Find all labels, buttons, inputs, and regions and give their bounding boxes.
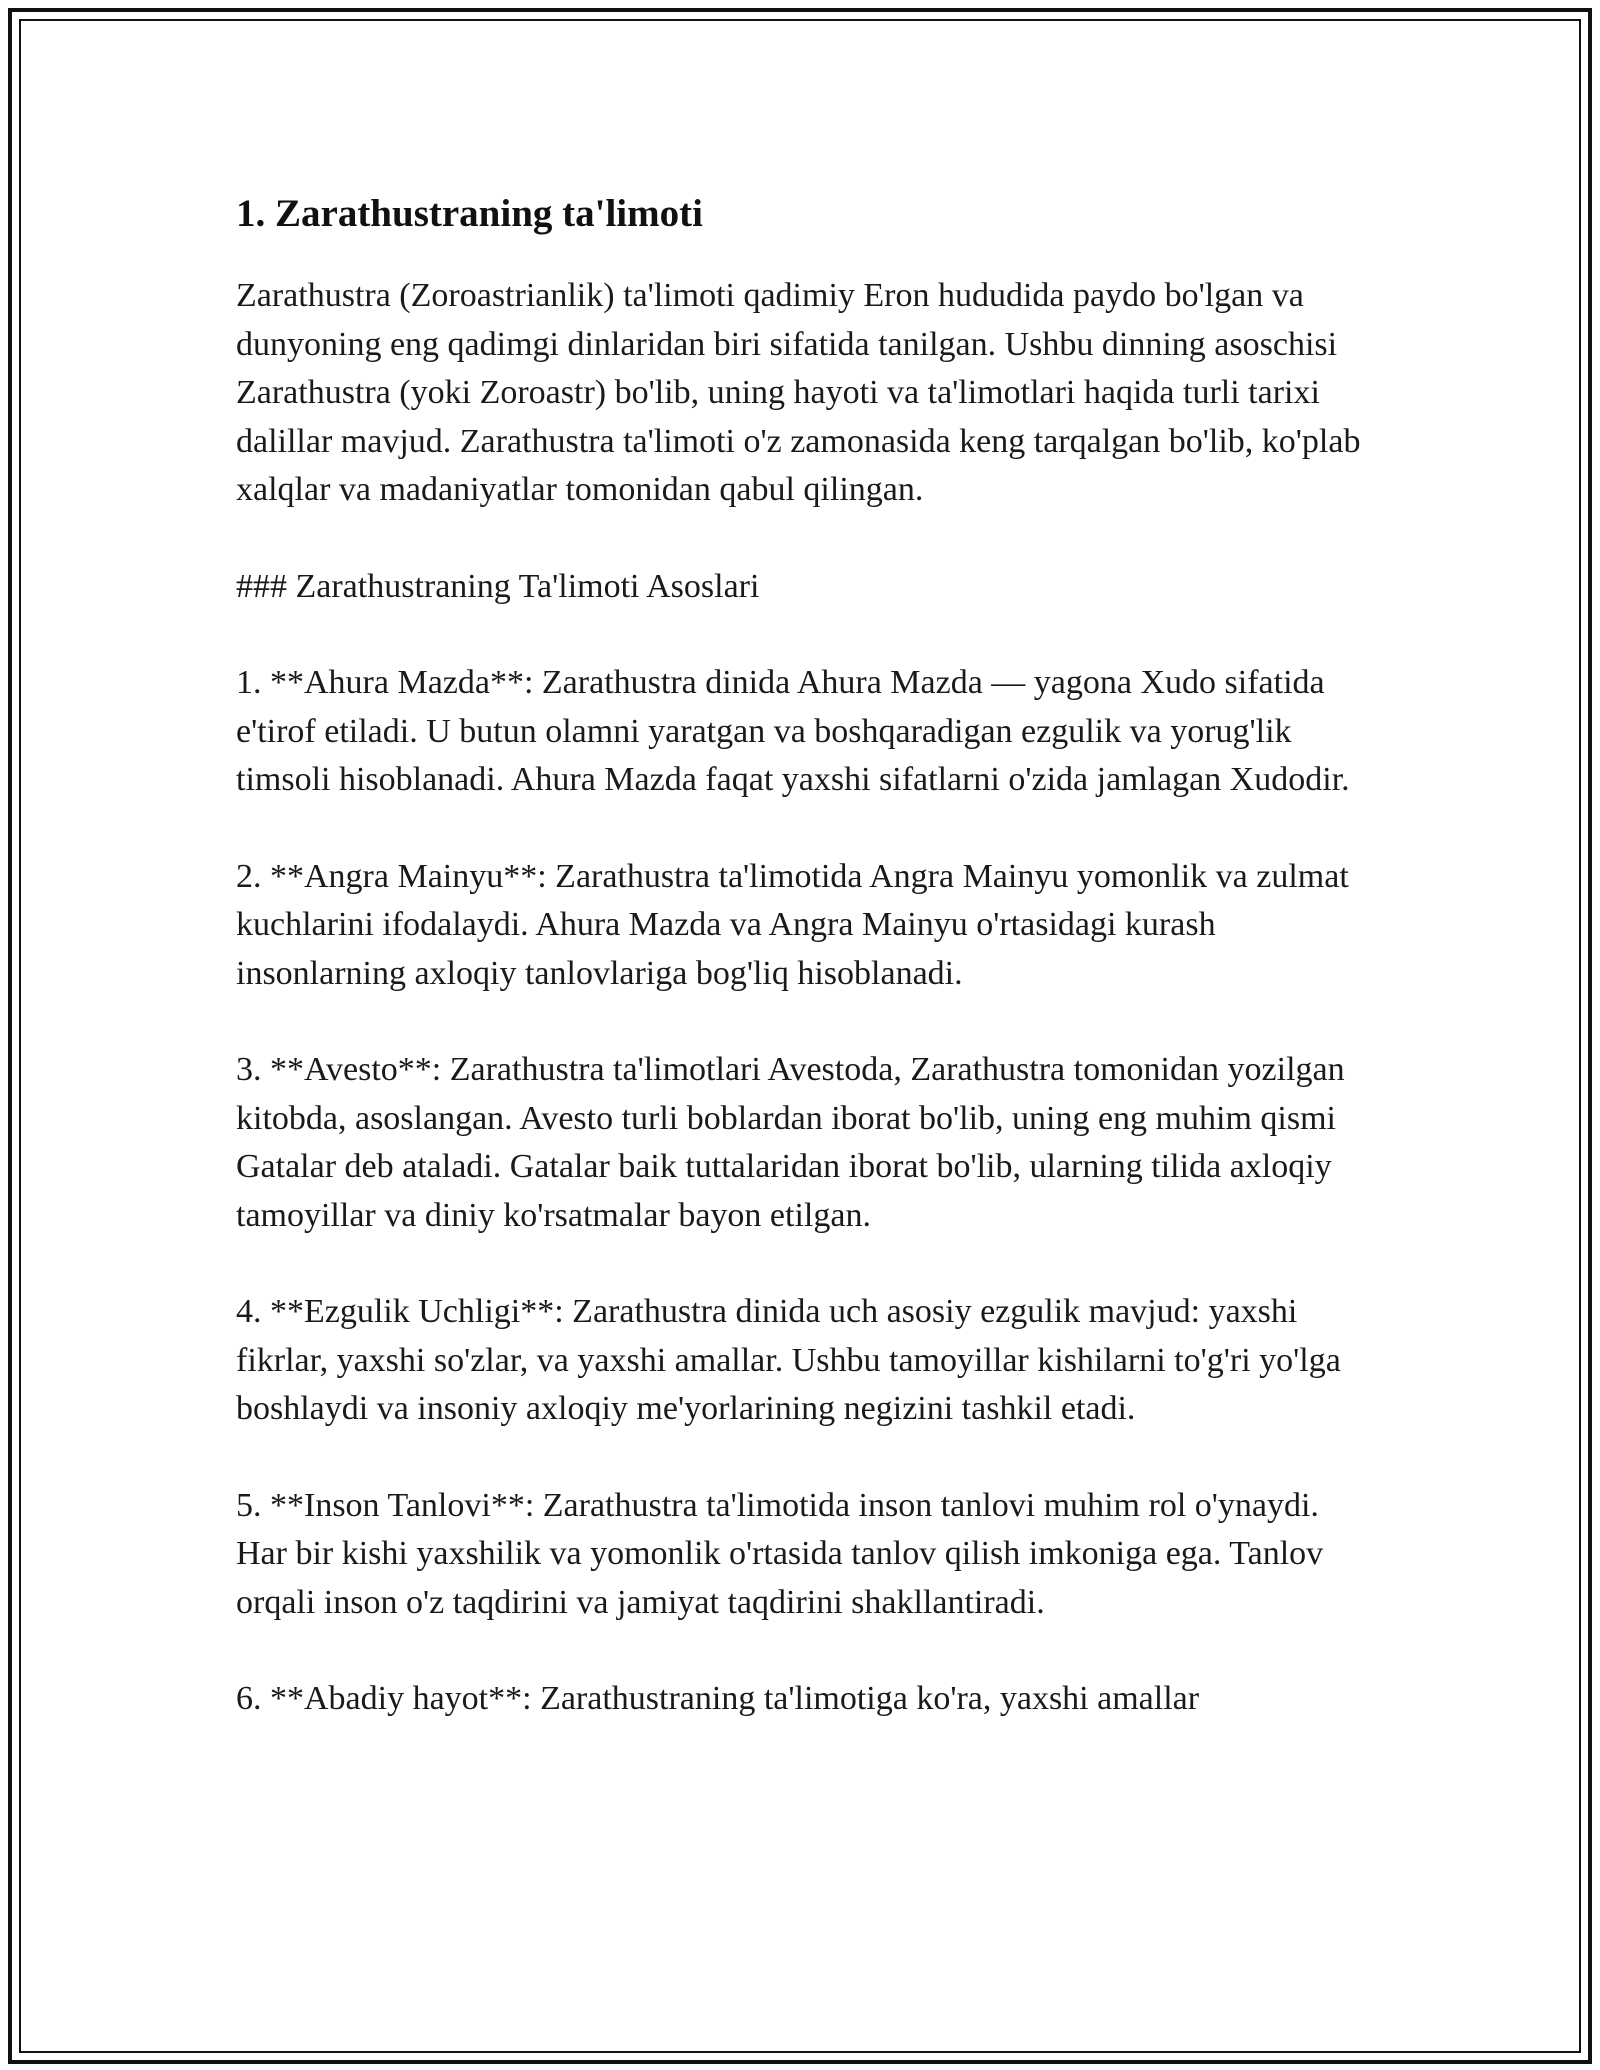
list-item-ezgulik-uchligi: 4. **Ezgulik Uchligi**: Zarathustra dinida uch asosiy ezgulik mavjud: yaxshi fikrlar, yaxshi so'zlar, va yaxshi amallar. Ushbu tamoyillar kishilarni to'g'ri yo'lga boshlaydi va insoniy axloqiy me'yorlarining negizini tashkil etadi. xyxy=(236,1293,1341,1427)
list-item-inson-tanlovi: 5. **Inson Tanlovi**: Zarathustra ta'limotida inson tanlovi muhim rol o'ynaydi. Har bir kishi yaxshilik va yomonlik o'rtasida tanlov qilish imkoniga ega. Tanlov orqali inson o'z taqdirini va jamiyat taqdirini shakllantiradi. xyxy=(236,1486,1324,1621)
section-heading: ### Zarathustraning Ta'limoti Asoslari xyxy=(236,567,760,605)
list-item-abadiy-hayot: 6. **Abadiy hayot**: Zarathustraning ta'limotiga ko'ra, yaxshi amallar xyxy=(236,1680,1200,1717)
list-item-ahura-mazda: 1. **Ahura Mazda**: Zarathustra dinida Ahura Mazda — yagona Xudo sifatida e'tirof etiladi. U butun olamni yaratgan va boshqaradigan ezgulik va yorug'lik timsoli hisoblanadi. Ahura Mazda faqat yaxshi sifatlarni o'zida jamlagan Xudodir. xyxy=(236,664,1350,798)
list-item-avesto: 3. **Avesto**: Zarathustra ta'limotlari Avestoda, Zarathustra tomonidan yozilgan kitobda, asoslangan. Avesto turli boblardan iborat bo'lib, uning eng muhim qismi Gatalar deb ataladi. Gatalar baik tuttalaridan iborat bo'lib, ularning tilida axloqiy tamoyillar va diniy ko'rsatmalar bayon etilgan. xyxy=(236,1051,1345,1234)
document-title: 1. Zarathustraning ta'limoti xyxy=(236,192,703,235)
list-item-angra-mainyu: 2. **Angra Mainyu**: Zarathustra ta'limotida Angra Mainyu yomonlik va zulmat kuchlarini ifodalaydi. Ahura Mazda va Angra Mainyu o'rtasidagi kurash insonlarning axloqiy tanlovlariga bog'liq hisoblanadi. xyxy=(236,857,1349,992)
document-body xyxy=(236,186,1366,1772)
intro-paragraph: Zarathustra (Zoroastrianlik) ta'limoti qadimiy Eron hududida paydo bo'lgan va dunyoning eng qadimgi dinlaridan biri sifatida tanilgan. Ushbu dinning asoschisi Zarathustra (yoki Zoroastr) bo'lib, uning hayoti va ta'limotlari haqida turli tarixi dalillar mavjud. Zarathustra ta'limoti o'z zamonasida keng tarqalgan bo'lib, ko'plab xalqlar va madaniyatlar tomonidan qabul qilingan. xyxy=(236,277,1361,508)
